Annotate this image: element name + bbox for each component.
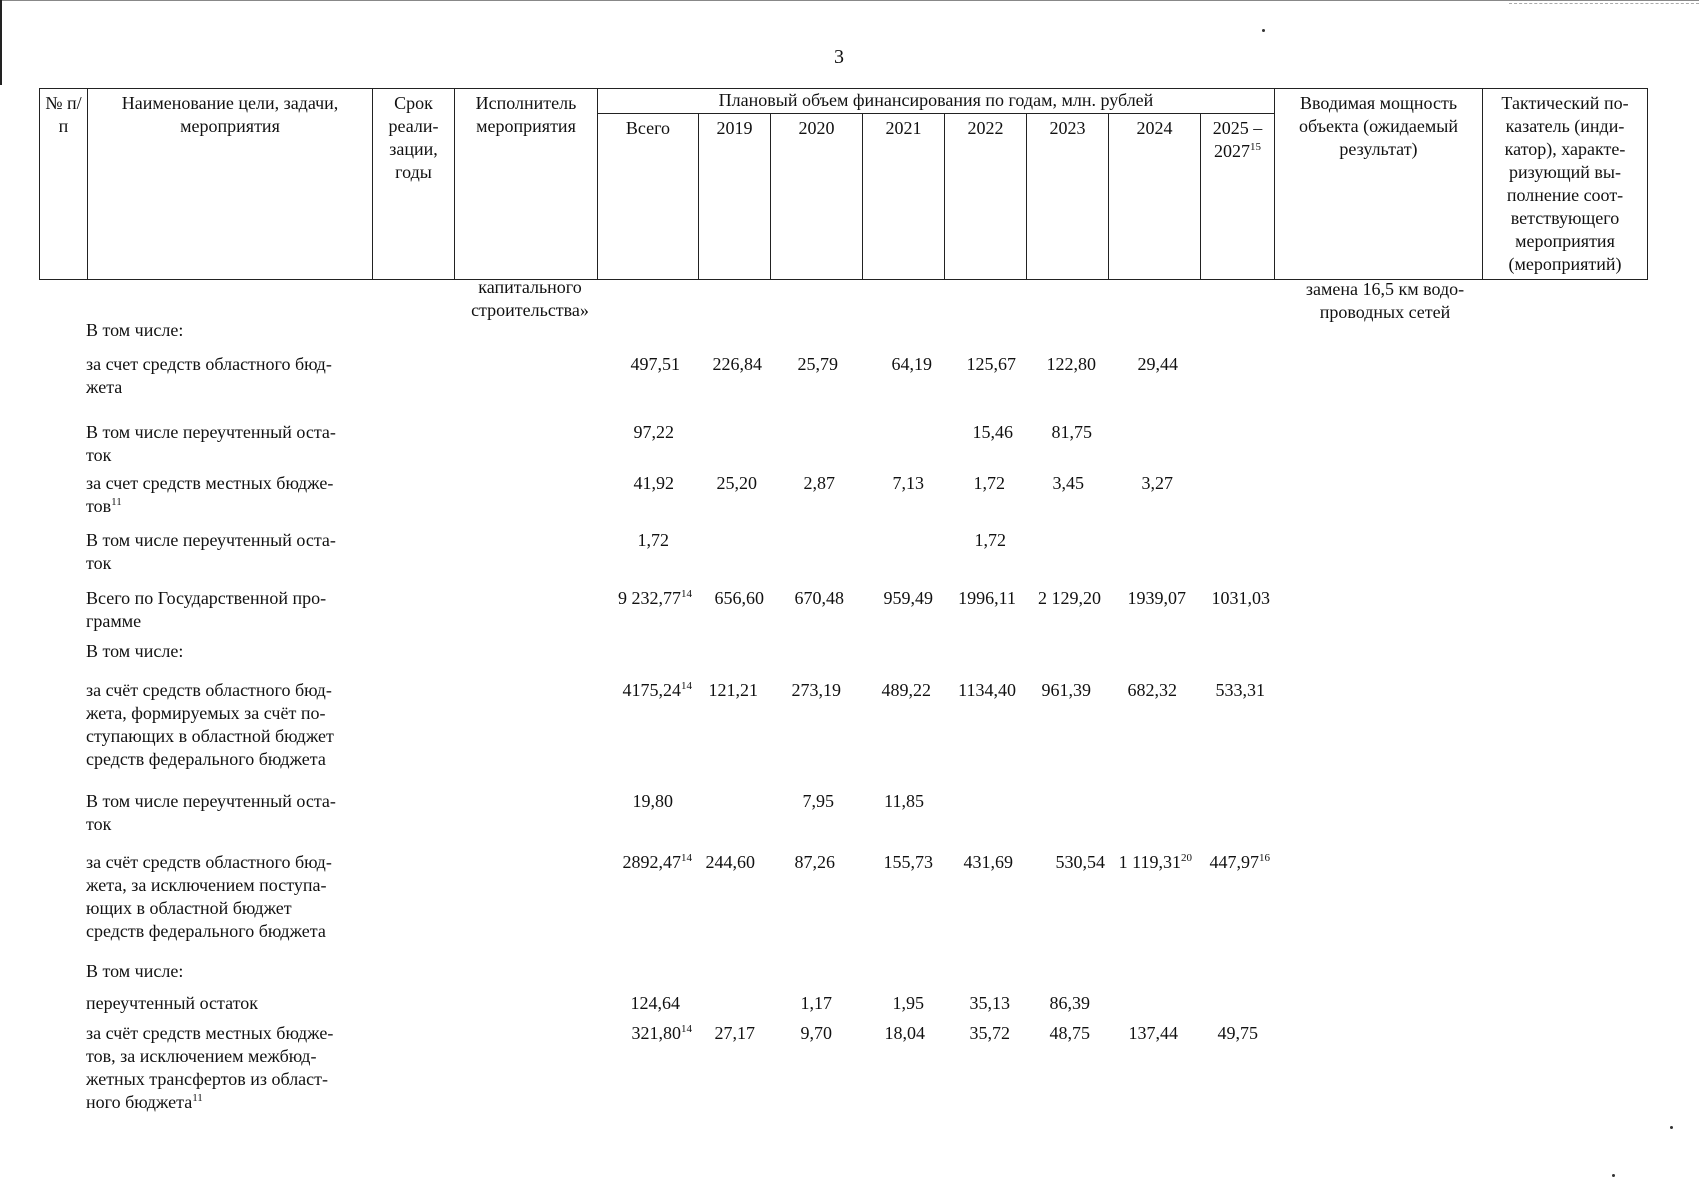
top-border-line <box>0 0 1699 1</box>
value-2023: 530,54 <box>1055 852 1105 872</box>
value-total: 321,80$^{14}$ <box>631 1023 692 1043</box>
value-total: 124,64 <box>630 993 680 1013</box>
executor-line: строительства» <box>471 300 589 320</box>
row-label-line: средств федерального бюджета <box>86 749 326 769</box>
scan-speck <box>1612 1174 1615 1177</box>
row-label <box>86 472 333 518</box>
row-label-line: за счет средств местных бюдже- <box>86 473 334 493</box>
value-2025-2027: 447,97$^{16}$ <box>1209 852 1270 872</box>
header-name: Наименование цели, задачи, мероприятия <box>88 89 373 280</box>
row-label: В том числе: <box>86 641 184 661</box>
value-total: 2892,47$^{14}$ <box>622 852 692 872</box>
value-2021: 959,49 <box>883 588 933 608</box>
row-label-line: жетных трансфертов из област- <box>86 1069 329 1089</box>
row-label-line: ющих в областной бюджет <box>86 898 292 918</box>
value-2023: 961,39 <box>1041 680 1091 700</box>
value-2021: 64,19 <box>891 354 932 374</box>
row-label-line: за счёт средств областного бюд- <box>86 852 332 872</box>
value-2023: 86,39 <box>1049 993 1090 1013</box>
header-capacity: Вводимая мощность объекта (ожидаемый результат) <box>1275 89 1483 280</box>
value-2024: 1 119,31$^{20}$ <box>1118 852 1192 872</box>
header-2019: 2019 <box>699 114 771 280</box>
value-2023: 2 129,20 <box>1038 588 1101 608</box>
value-2024: 1939,07 <box>1127 588 1186 608</box>
value-2021: 489,22 <box>881 680 931 700</box>
value-total: 1,72 <box>637 530 669 550</box>
row-label: В том числе: <box>86 961 184 981</box>
left-margin-line <box>0 0 2 85</box>
value-2020: 1,17 <box>800 993 832 1013</box>
row-label-line: за счёт средств местных бюдже- <box>86 1023 334 1043</box>
value-2023: 81,75 <box>1051 422 1092 442</box>
row-label <box>86 851 332 943</box>
header-2023: 2023 <box>1027 114 1109 280</box>
value-2022: 35,13 <box>969 993 1010 1013</box>
row-label-line: за счет средств областного бюд- <box>86 354 332 374</box>
value-2024: 3,27 <box>1141 473 1173 493</box>
row-label-line: В том числе переучтенный оста- <box>86 422 336 442</box>
value-2020: 2,87 <box>803 473 835 493</box>
value-2020: 25,79 <box>797 354 838 374</box>
value-total: 497,51 <box>630 354 680 374</box>
header-term: Срок реали-зации, годы <box>373 89 455 280</box>
row-label <box>86 421 336 467</box>
row-label-line: Всего по Государственной про- <box>86 588 327 608</box>
row-label <box>86 790 336 836</box>
row-label <box>86 353 332 399</box>
value-total: 4175,24$^{14}$ <box>622 680 692 700</box>
value-2021: 155,73 <box>883 852 933 872</box>
capacity-line: замена 16,5 км водо- <box>1305 279 1465 299</box>
value-2022: 1996,11 <box>958 588 1016 608</box>
footnote-mark: 20 <box>1181 852 1192 864</box>
header-2021: 2021 <box>863 114 945 280</box>
value-total: 19,80 <box>632 791 673 811</box>
executor-line: капитального <box>478 277 582 297</box>
row-label-line: грамме <box>86 611 142 631</box>
value-2023: 48,75 <box>1049 1023 1090 1043</box>
row-label-line: ступающих в областной бюджет <box>86 726 334 746</box>
value-2022: 35,72 <box>969 1023 1010 1043</box>
value-total: 97,22 <box>633 422 674 442</box>
capacity-result <box>1280 278 1490 324</box>
value-2022: 1,72 <box>973 473 1005 493</box>
footnote-mark: 16 <box>1259 852 1270 864</box>
value-2020: 9,70 <box>800 1023 832 1043</box>
value-2022: 1134,40 <box>958 680 1016 700</box>
row-label-line: тов, за исключением межбюд- <box>86 1046 317 1066</box>
value-2021: 7,13 <box>892 473 924 493</box>
footnote-mark: 14 <box>681 1023 692 1035</box>
value-2019: 25,20 <box>716 473 757 493</box>
header-2024: 2024 <box>1109 114 1201 280</box>
value-2020: 7,95 <box>802 791 834 811</box>
value-2023: 3,45 <box>1052 473 1084 493</box>
header-funding-title: Плановый объем финансирования по годам, млн. рублей <box>598 89 1275 114</box>
value-2019: 27,17 <box>714 1023 755 1043</box>
footnote-mark: 14 <box>681 588 692 600</box>
footnote-mark: 14 <box>681 852 692 864</box>
row-label <box>86 529 336 575</box>
executor-continuation <box>455 276 605 322</box>
footnote-mark: 14 <box>681 680 692 692</box>
row-label-line: за счёт средств областного бюд- <box>86 680 332 700</box>
row-label-line: средств федерального бюджета <box>86 921 326 941</box>
header-total: Всего <box>598 114 699 280</box>
value-2020: 87,26 <box>794 852 835 872</box>
value-2021: 1,95 <box>892 993 924 1013</box>
value-2023: 122,80 <box>1046 354 1096 374</box>
row-label-line: жета, формируемых за счёт по- <box>86 703 326 723</box>
value-2021: 11,85 <box>884 791 924 811</box>
row-label-line: В том числе переучтенный оста- <box>86 530 336 550</box>
scan-speck <box>1262 29 1265 32</box>
row-label-line: ток <box>86 814 112 834</box>
value-2025-2027: 533,31 <box>1215 680 1265 700</box>
value-2019: 244,60 <box>705 852 755 872</box>
footnote-mark: 11 <box>192 1092 203 1104</box>
row-label-line: ток <box>86 445 112 465</box>
capacity-line: проводных сетей <box>1319 302 1451 322</box>
row-label <box>86 679 334 771</box>
table-header <box>39 88 1648 280</box>
row-label-line: ного бюджета$^{11}$ <box>86 1092 203 1112</box>
value-2019: 121,21 <box>708 680 758 700</box>
value-2020: 670,48 <box>794 588 844 608</box>
row-label <box>86 587 326 633</box>
value-2022: 15,46 <box>972 422 1013 442</box>
value-2025-2027: 49,75 <box>1217 1023 1258 1043</box>
header-2022: 2022 <box>945 114 1027 280</box>
row-label-line: тов$^{11}$ <box>86 496 122 516</box>
footnote-mark: 11 <box>111 496 122 508</box>
value-2022: 1,72 <box>974 530 1006 550</box>
header-2025-2027: 2025 – 2027$^{15}$ <box>1201 114 1275 280</box>
value-2024: 682,32 <box>1127 680 1177 700</box>
value-2022: 125,67 <box>966 354 1016 374</box>
value-2024: 137,44 <box>1128 1023 1178 1043</box>
header-no: № п/п <box>40 89 88 280</box>
row-label: переучтенный остаток <box>86 993 258 1013</box>
header-indicator: Тактический по-казатель (инди-катор), характе-ризующий вы-полнение соот-ветствующего мероприятия (мероприятий) <box>1483 89 1648 280</box>
value-2025-2027: 1031,03 <box>1211 588 1270 608</box>
row-label: В том числе: <box>86 320 184 340</box>
scan-speck <box>1670 1126 1673 1129</box>
header-2020: 2020 <box>771 114 863 280</box>
value-2024: 29,44 <box>1137 354 1178 374</box>
page-number: 3 <box>834 46 844 68</box>
header-executor: Исполнитель мероприятия <box>455 89 598 280</box>
row-label-line: ток <box>86 553 112 573</box>
row-label-line: жета <box>86 377 123 397</box>
value-2021: 18,04 <box>884 1023 925 1043</box>
row-label <box>86 1022 333 1114</box>
row-label-line: жета, за исключением поступа- <box>86 875 327 895</box>
value-total: 9 232,77$^{14}$ <box>618 588 692 608</box>
row-label-line: В том числе переучтенный оста- <box>86 791 336 811</box>
value-2019: 226,84 <box>712 354 762 374</box>
value-2020: 273,19 <box>791 680 841 700</box>
value-total: 41,92 <box>633 473 674 493</box>
top-dashed-line <box>1509 3 1699 4</box>
footnote-mark: 15 <box>1250 141 1261 154</box>
value-2022: 431,69 <box>963 852 1013 872</box>
value-2019: 656,60 <box>714 588 764 608</box>
